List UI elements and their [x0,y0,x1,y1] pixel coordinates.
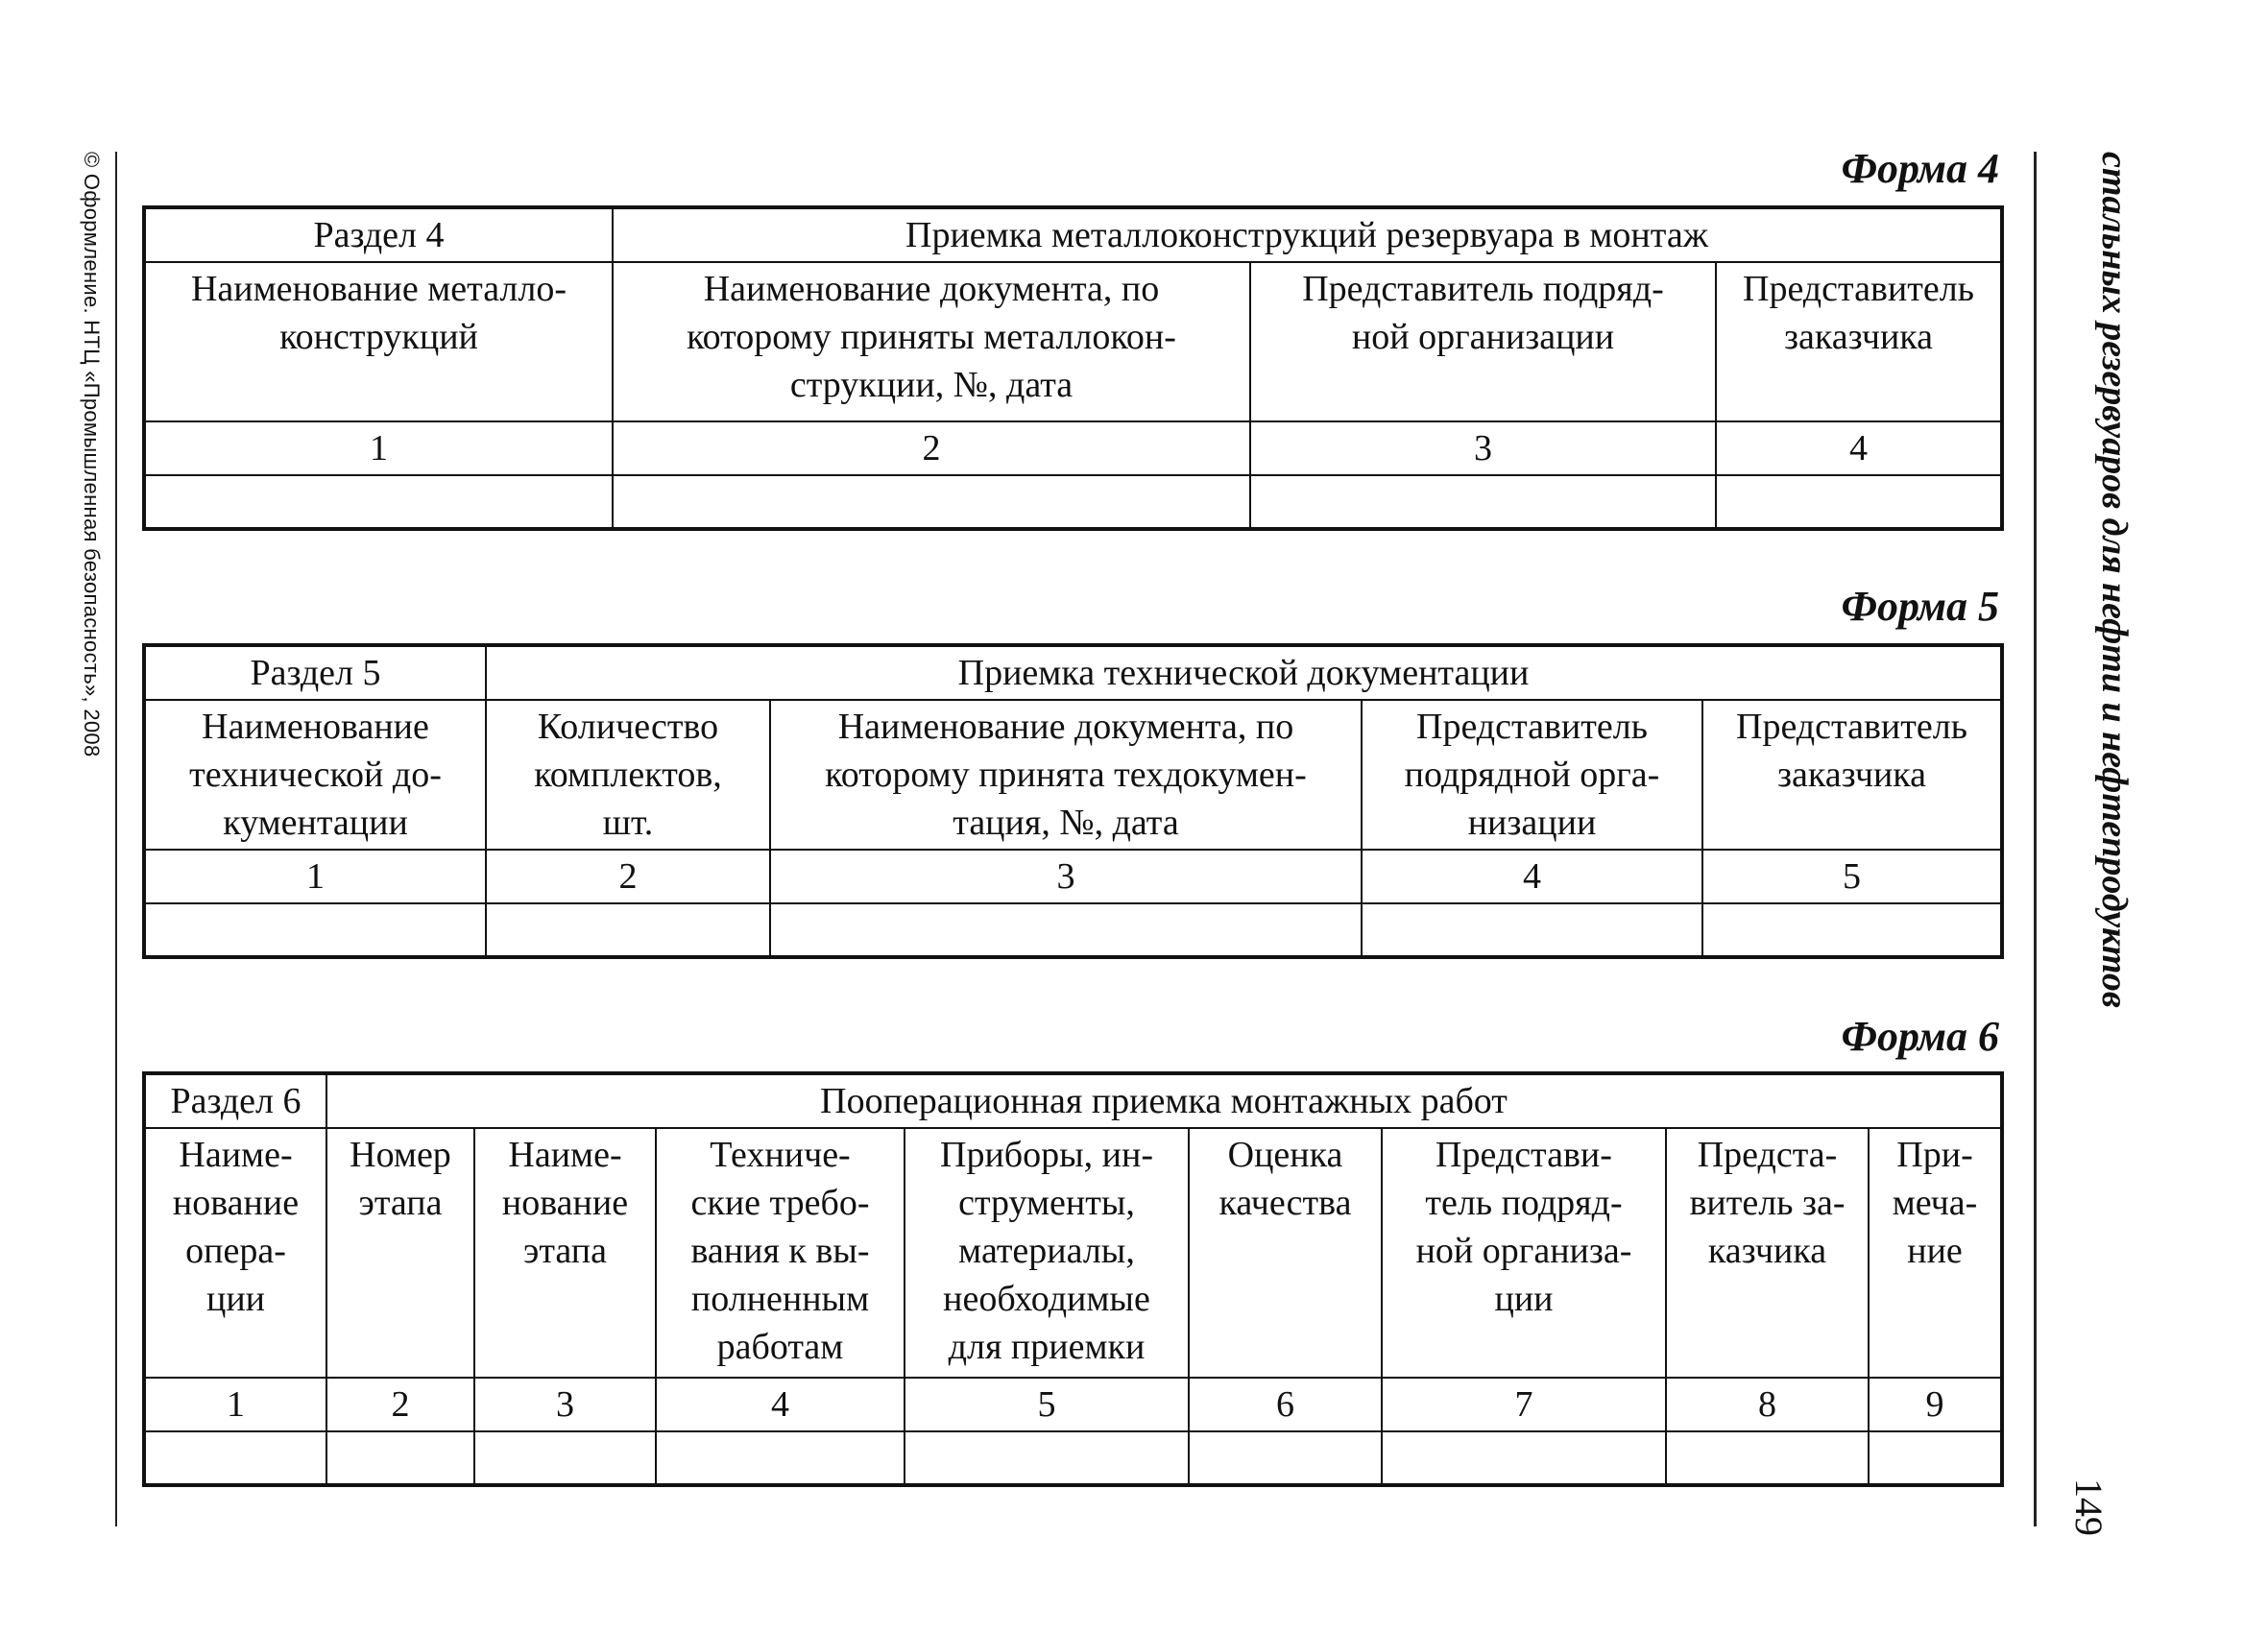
empty-entry-cell[interactable] [144,475,613,529]
column-number: 5 [905,1378,1189,1431]
copyright-caption: © Оформление. НТЦ «Промышленная безопасность», 2008 [80,152,104,757]
column-header: Наиме- нование этапа [474,1128,656,1378]
column-header: Наиме- нование опера- ции [144,1128,326,1378]
column-header: Оценка качества [1189,1128,1382,1378]
column-header: Наименование металло- конструкций [144,262,613,421]
column-header: Приборы, ин- струменты, материалы, необходимые для приемки [905,1128,1189,1378]
empty-entry-cell[interactable] [144,1431,326,1485]
empty-entry-cell[interactable] [1666,1431,1869,1485]
column-number: 7 [1382,1378,1666,1431]
column-number: 2 [326,1378,474,1431]
section-label: Раздел 5 [144,645,486,700]
section-label: Раздел 6 [144,1073,326,1128]
column-number: 6 [1189,1378,1382,1431]
column-header: Наименование документа, по которому приняты металлокон- струкции, №, дата [613,262,1250,421]
empty-entry-cell[interactable] [474,1431,656,1485]
form-4-table [142,205,2004,531]
empty-entry-cell[interactable] [905,1431,1189,1485]
column-header: Номер этапа [326,1128,474,1378]
section-heading: Приемка технической документации [486,645,2002,700]
form-5-table [142,643,2004,959]
column-number: 2 [486,850,770,903]
empty-entry-cell[interactable] [486,903,770,957]
empty-entry-cell[interactable] [1382,1431,1666,1485]
form-4-title: Форма 4 [1841,145,1999,192]
form-5-title: Форма 5 [1841,583,1999,630]
empty-entry-cell[interactable] [656,1431,905,1485]
column-header: Техниче- ские требо- вания к вы- полненным работам [656,1128,905,1378]
empty-entry-cell[interactable] [1250,475,1716,529]
column-number: 3 [474,1378,656,1431]
column-number: 3 [1250,421,1716,475]
section-heading: Приемка металлоконструкций резервуара в монтаж [613,207,2002,262]
column-number: 5 [1702,850,2002,903]
column-header: Наименование документа, по которому принята техдокумен- тация, №, дата [770,700,1362,850]
left-margin-rule [115,152,117,1526]
empty-entry-cell[interactable] [1189,1431,1382,1485]
section-label: Раздел 4 [144,207,613,262]
empty-entry-cell[interactable] [770,903,1362,957]
right-margin-rule [2034,152,2037,1526]
column-number: 9 [1869,1378,2002,1431]
column-number: 2 [613,421,1250,475]
column-number: 4 [1362,850,1702,903]
column-header: При- меча- ние [1869,1128,2002,1378]
empty-entry-cell[interactable] [1869,1431,2002,1485]
column-number: 8 [1666,1378,1869,1431]
section-heading: Пооперационная приемка монтажных работ [326,1073,2002,1128]
empty-entry-cell[interactable] [144,903,486,957]
column-header: Представитель подряд- ной организации [1250,262,1716,421]
column-header: Наименование технической до- кументации [144,700,486,850]
column-number: 3 [770,850,1362,903]
empty-entry-cell[interactable] [326,1431,474,1485]
column-number: 1 [144,850,486,903]
column-number: 4 [656,1378,905,1431]
column-header: Представитель подрядной орга- низации [1362,700,1702,850]
page-number: 149 [2067,1478,2111,1536]
column-header: Представитель заказчика [1702,700,2002,850]
empty-entry-cell[interactable] [613,475,1250,529]
running-header: стальных резервуаров для нефти и нефтепродуктов [2094,152,2135,1008]
empty-entry-cell[interactable] [1716,475,2002,529]
form-6-table [142,1071,2004,1487]
column-number: 4 [1716,421,2002,475]
column-number: 1 [144,1378,326,1431]
empty-entry-cell[interactable] [1362,903,1702,957]
column-header: Количество комплектов, шт. [486,700,770,850]
form-6-title: Форма 6 [1841,1013,1999,1060]
column-header: Предста- витель за- казчика [1666,1128,1869,1378]
column-header: Представитель заказчика [1716,262,2002,421]
column-number: 1 [144,421,613,475]
column-header: Представи- тель подряд- ной организа- ции [1382,1128,1666,1378]
empty-entry-cell[interactable] [1702,903,2002,957]
